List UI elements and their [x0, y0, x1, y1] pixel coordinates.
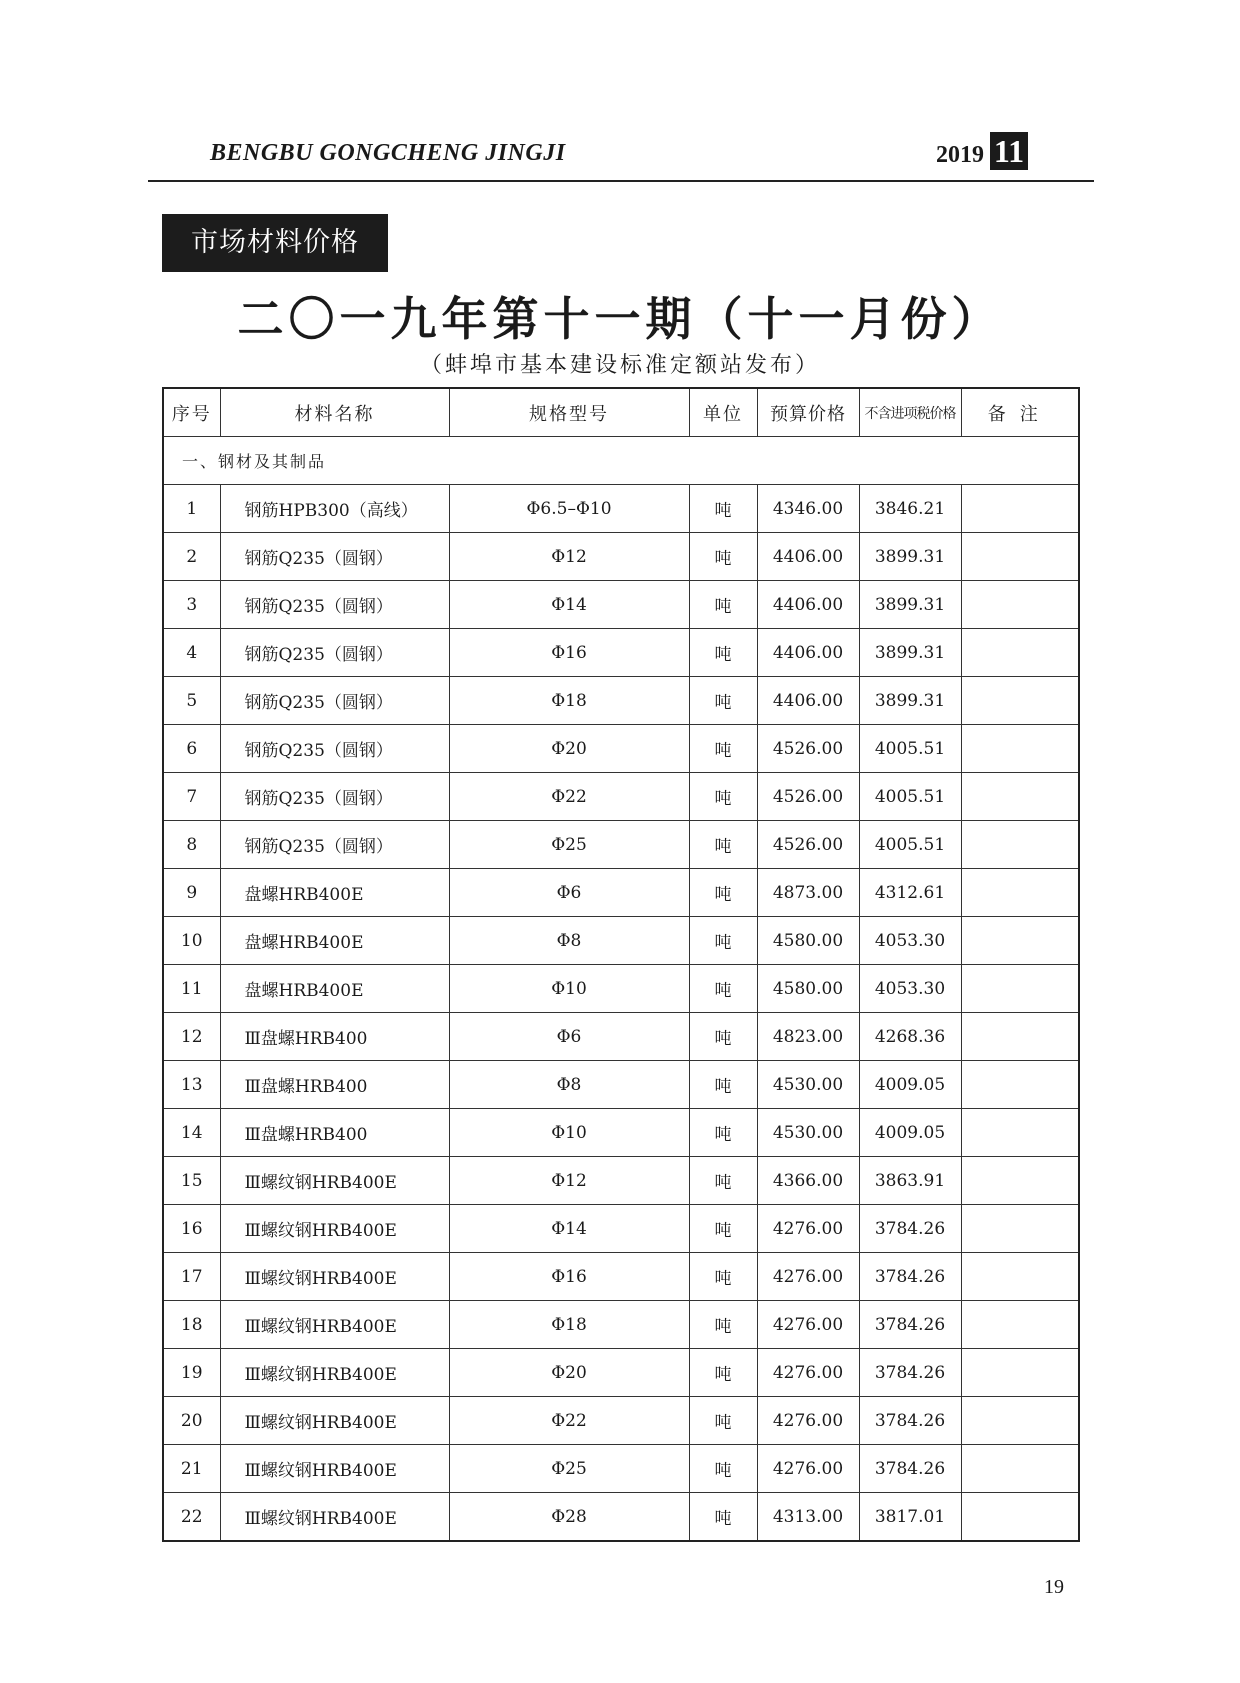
cell-unit: 吨: [689, 965, 757, 1013]
cell-name: Ⅲ盘螺HRB400: [220, 1061, 449, 1109]
cell-no: 22: [163, 1493, 220, 1542]
cell-no: 20: [163, 1397, 220, 1445]
cell-no: 13: [163, 1061, 220, 1109]
cell-name: 盘螺HRB400E: [220, 965, 449, 1013]
table-row: [163, 1445, 1079, 1493]
cell-price: 4526.00: [757, 821, 859, 869]
table-row: [163, 629, 1079, 677]
cell-price: 4276.00: [757, 1445, 859, 1493]
cell-spec: Φ8: [449, 1061, 689, 1109]
cell-spec: Φ6: [449, 869, 689, 917]
table-row: [163, 1157, 1079, 1205]
cell-note: [961, 869, 1079, 917]
cell-unit: 吨: [689, 1349, 757, 1397]
cell-name: 钢筋Q235（圆钢）: [220, 629, 449, 677]
cell-price-ex-tax: 3784.26: [859, 1445, 961, 1493]
journal-name: BENGBU GONGCHENG JINGJI: [210, 140, 566, 166]
cell-note: [961, 533, 1079, 581]
cell-note: [961, 1493, 1079, 1542]
cell-note: [961, 1397, 1079, 1445]
column-header-name: 材料名称: [220, 388, 449, 437]
cell-note: [961, 1157, 1079, 1205]
cell-price: 4580.00: [757, 917, 859, 965]
table-row: [163, 1205, 1079, 1253]
table-header-row: [163, 388, 1079, 437]
cell-price-ex-tax: 4005.51: [859, 821, 961, 869]
column-header-no: 序号: [163, 388, 220, 437]
table-row: [163, 965, 1079, 1013]
table-row: [163, 1061, 1079, 1109]
cell-price: 4313.00: [757, 1493, 859, 1542]
cell-spec: Φ18: [449, 1301, 689, 1349]
table-row: [163, 533, 1079, 581]
cell-price-ex-tax: 4268.36: [859, 1013, 961, 1061]
cell-price-ex-tax: 3846.21: [859, 485, 961, 533]
cell-price: 4526.00: [757, 725, 859, 773]
table-row: [163, 773, 1079, 821]
cell-price: 4276.00: [757, 1301, 859, 1349]
cell-price-ex-tax: 4005.51: [859, 773, 961, 821]
cell-price: 4530.00: [757, 1061, 859, 1109]
cell-note: [961, 581, 1079, 629]
cell-no: 11: [163, 965, 220, 1013]
cell-unit: 吨: [689, 581, 757, 629]
cell-spec: Φ12: [449, 533, 689, 581]
cell-note: [961, 629, 1079, 677]
cell-spec: Φ22: [449, 1397, 689, 1445]
cell-price: 4406.00: [757, 629, 859, 677]
cell-name: 钢筋Q235（圆钢）: [220, 533, 449, 581]
cell-price-ex-tax: 3784.26: [859, 1205, 961, 1253]
page-subtitle: （蚌埠市基本建设标准定额站发布）: [419, 353, 820, 378]
cell-price-ex-tax: 3784.26: [859, 1253, 961, 1301]
table-row: [163, 1397, 1079, 1445]
cell-no: 16: [163, 1205, 220, 1253]
cell-note: [961, 677, 1079, 725]
cell-name: 钢筋Q235（圆钢）: [220, 773, 449, 821]
cell-unit: 吨: [689, 1061, 757, 1109]
cell-price-ex-tax: 4009.05: [859, 1061, 961, 1109]
cell-note: [961, 1013, 1079, 1061]
section-label: 市场材料价格: [162, 214, 388, 272]
cell-price: 4406.00: [757, 677, 859, 725]
cell-unit: 吨: [689, 1397, 757, 1445]
cell-no: 10: [163, 917, 220, 965]
cell-spec: Φ20: [449, 725, 689, 773]
cell-price-ex-tax: 4053.30: [859, 917, 961, 965]
cell-no: 21: [163, 1445, 220, 1493]
table-row: [163, 1301, 1079, 1349]
cell-unit: 吨: [689, 533, 757, 581]
cell-name: 钢筋HPB300（高线）: [220, 485, 449, 533]
issue-number-badge: 11: [990, 132, 1028, 170]
table-row: [163, 869, 1079, 917]
cell-unit: 吨: [689, 869, 757, 917]
cell-note: [961, 1301, 1079, 1349]
table-row: [163, 677, 1079, 725]
cell-price-ex-tax: 4053.30: [859, 965, 961, 1013]
cell-spec: Φ6.5–Φ10: [449, 485, 689, 533]
cell-unit: 吨: [689, 773, 757, 821]
cell-price: 4406.00: [757, 533, 859, 581]
cell-name: 盘螺HRB400E: [220, 917, 449, 965]
cell-note: [961, 1205, 1079, 1253]
cell-no: 8: [163, 821, 220, 869]
cell-no: 3: [163, 581, 220, 629]
cell-spec: Φ16: [449, 1253, 689, 1301]
cell-spec: Φ22: [449, 773, 689, 821]
cell-no: 17: [163, 1253, 220, 1301]
cell-name: Ⅲ螺纹钢HRB400E: [220, 1205, 449, 1253]
cell-no: 2: [163, 533, 220, 581]
cell-note: [961, 1061, 1079, 1109]
cell-name: 钢筋Q235（圆钢）: [220, 725, 449, 773]
table-row: [163, 485, 1079, 533]
table-row: [163, 725, 1079, 773]
cell-spec: Φ6: [449, 1013, 689, 1061]
cell-price: 4276.00: [757, 1253, 859, 1301]
cell-unit: 吨: [689, 1301, 757, 1349]
cell-price: 4366.00: [757, 1157, 859, 1205]
cell-no: 14: [163, 1109, 220, 1157]
column-header-spec: 规格型号: [449, 388, 689, 437]
cell-unit: 吨: [689, 821, 757, 869]
cell-no: 15: [163, 1157, 220, 1205]
cell-price-ex-tax: 4312.61: [859, 869, 961, 917]
cell-unit: 吨: [689, 1253, 757, 1301]
column-header-unit: 单位: [689, 388, 757, 437]
cell-spec: Φ16: [449, 629, 689, 677]
cell-unit: 吨: [689, 725, 757, 773]
cell-note: [961, 965, 1079, 1013]
table-row: [163, 1109, 1079, 1157]
cell-unit: 吨: [689, 917, 757, 965]
cell-unit: 吨: [689, 629, 757, 677]
section-heading: 一、钢材及其制品: [163, 437, 1079, 485]
cell-price: 4530.00: [757, 1109, 859, 1157]
cell-spec: Φ25: [449, 1445, 689, 1493]
cell-name: Ⅲ螺纹钢HRB400E: [220, 1397, 449, 1445]
cell-name: Ⅲ螺纹钢HRB400E: [220, 1301, 449, 1349]
cell-price: 4406.00: [757, 581, 859, 629]
cell-price: 4276.00: [757, 1205, 859, 1253]
cell-spec: Φ20: [449, 1349, 689, 1397]
cell-note: [961, 485, 1079, 533]
cell-unit: 吨: [689, 1109, 757, 1157]
cell-price: 4346.00: [757, 485, 859, 533]
table-row: [163, 1349, 1079, 1397]
cell-price-ex-tax: 3784.26: [859, 1301, 961, 1349]
cell-name: Ⅲ盘螺HRB400: [220, 1109, 449, 1157]
cell-note: [961, 773, 1079, 821]
cell-spec: Φ18: [449, 677, 689, 725]
cell-spec: Φ14: [449, 581, 689, 629]
cell-no: 19: [163, 1349, 220, 1397]
cell-no: 4: [163, 629, 220, 677]
cell-price-ex-tax: 3899.31: [859, 533, 961, 581]
cell-unit: 吨: [689, 1013, 757, 1061]
cell-name: Ⅲ螺纹钢HRB400E: [220, 1445, 449, 1493]
cell-name: 钢筋Q235（圆钢）: [220, 581, 449, 629]
cell-price-ex-tax: 4009.05: [859, 1109, 961, 1157]
cell-note: [961, 1253, 1079, 1301]
cell-unit: 吨: [689, 1157, 757, 1205]
cell-note: [961, 725, 1079, 773]
cell-no: 9: [163, 869, 220, 917]
cell-name: 钢筋Q235（圆钢）: [220, 821, 449, 869]
cell-price-ex-tax: 4005.51: [859, 725, 961, 773]
cell-unit: 吨: [689, 1445, 757, 1493]
cell-name: Ⅲ螺纹钢HRB400E: [220, 1349, 449, 1397]
cell-note: [961, 917, 1079, 965]
table-row: [163, 1013, 1079, 1061]
column-header-price-ex-tax: 不含进项税价格: [859, 388, 961, 437]
table-row: [163, 1253, 1079, 1301]
section-row: [163, 437, 1079, 485]
cell-price: 4873.00: [757, 869, 859, 917]
cell-no: 6: [163, 725, 220, 773]
cell-price: 4526.00: [757, 773, 859, 821]
cell-note: [961, 821, 1079, 869]
cell-price-ex-tax: 3899.31: [859, 677, 961, 725]
cell-no: 7: [163, 773, 220, 821]
cell-spec: Φ8: [449, 917, 689, 965]
cell-name: 盘螺HRB400E: [220, 869, 449, 917]
cell-price-ex-tax: 3899.31: [859, 581, 961, 629]
price-table: [162, 387, 1080, 1542]
cell-no: 18: [163, 1301, 220, 1349]
cell-spec: Φ12: [449, 1157, 689, 1205]
table-row: [163, 1493, 1079, 1542]
page-number: 19: [1044, 1576, 1064, 1598]
cell-name: 钢筋Q235（圆钢）: [220, 677, 449, 725]
cell-price-ex-tax: 3784.26: [859, 1397, 961, 1445]
page-title: 二〇一九年第十一期（十一月份）: [237, 292, 1003, 346]
cell-price: 4580.00: [757, 965, 859, 1013]
column-header-price: 预算价格: [757, 388, 859, 437]
table-row: [163, 821, 1079, 869]
column-header-note: 备注: [961, 388, 1079, 437]
cell-name: Ⅲ螺纹钢HRB400E: [220, 1157, 449, 1205]
table-row: [163, 581, 1079, 629]
cell-unit: 吨: [689, 1493, 757, 1542]
cell-unit: 吨: [689, 485, 757, 533]
cell-spec: Φ28: [449, 1493, 689, 1542]
cell-price: 4276.00: [757, 1349, 859, 1397]
cell-name: Ⅲ螺纹钢HRB400E: [220, 1253, 449, 1301]
cell-name: Ⅲ螺纹钢HRB400E: [220, 1493, 449, 1542]
cell-price: 4276.00: [757, 1397, 859, 1445]
cell-spec: Φ25: [449, 821, 689, 869]
cell-price: 4823.00: [757, 1013, 859, 1061]
cell-note: [961, 1109, 1079, 1157]
table-row: [163, 917, 1079, 965]
cell-price-ex-tax: 3863.91: [859, 1157, 961, 1205]
cell-price-ex-tax: 3899.31: [859, 629, 961, 677]
cell-spec: Φ10: [449, 965, 689, 1013]
cell-no: 5: [163, 677, 220, 725]
running-header: [148, 128, 1094, 182]
cell-spec: Φ14: [449, 1205, 689, 1253]
cell-no: 12: [163, 1013, 220, 1061]
cell-spec: Φ10: [449, 1109, 689, 1157]
cell-unit: 吨: [689, 677, 757, 725]
cell-note: [961, 1445, 1079, 1493]
cell-unit: 吨: [689, 1205, 757, 1253]
cell-no: 1: [163, 485, 220, 533]
cell-price-ex-tax: 3784.26: [859, 1349, 961, 1397]
cell-name: Ⅲ盘螺HRB400: [220, 1013, 449, 1061]
cell-note: [961, 1349, 1079, 1397]
issue-year: 2019: [936, 142, 984, 168]
cell-price-ex-tax: 3817.01: [859, 1493, 961, 1542]
